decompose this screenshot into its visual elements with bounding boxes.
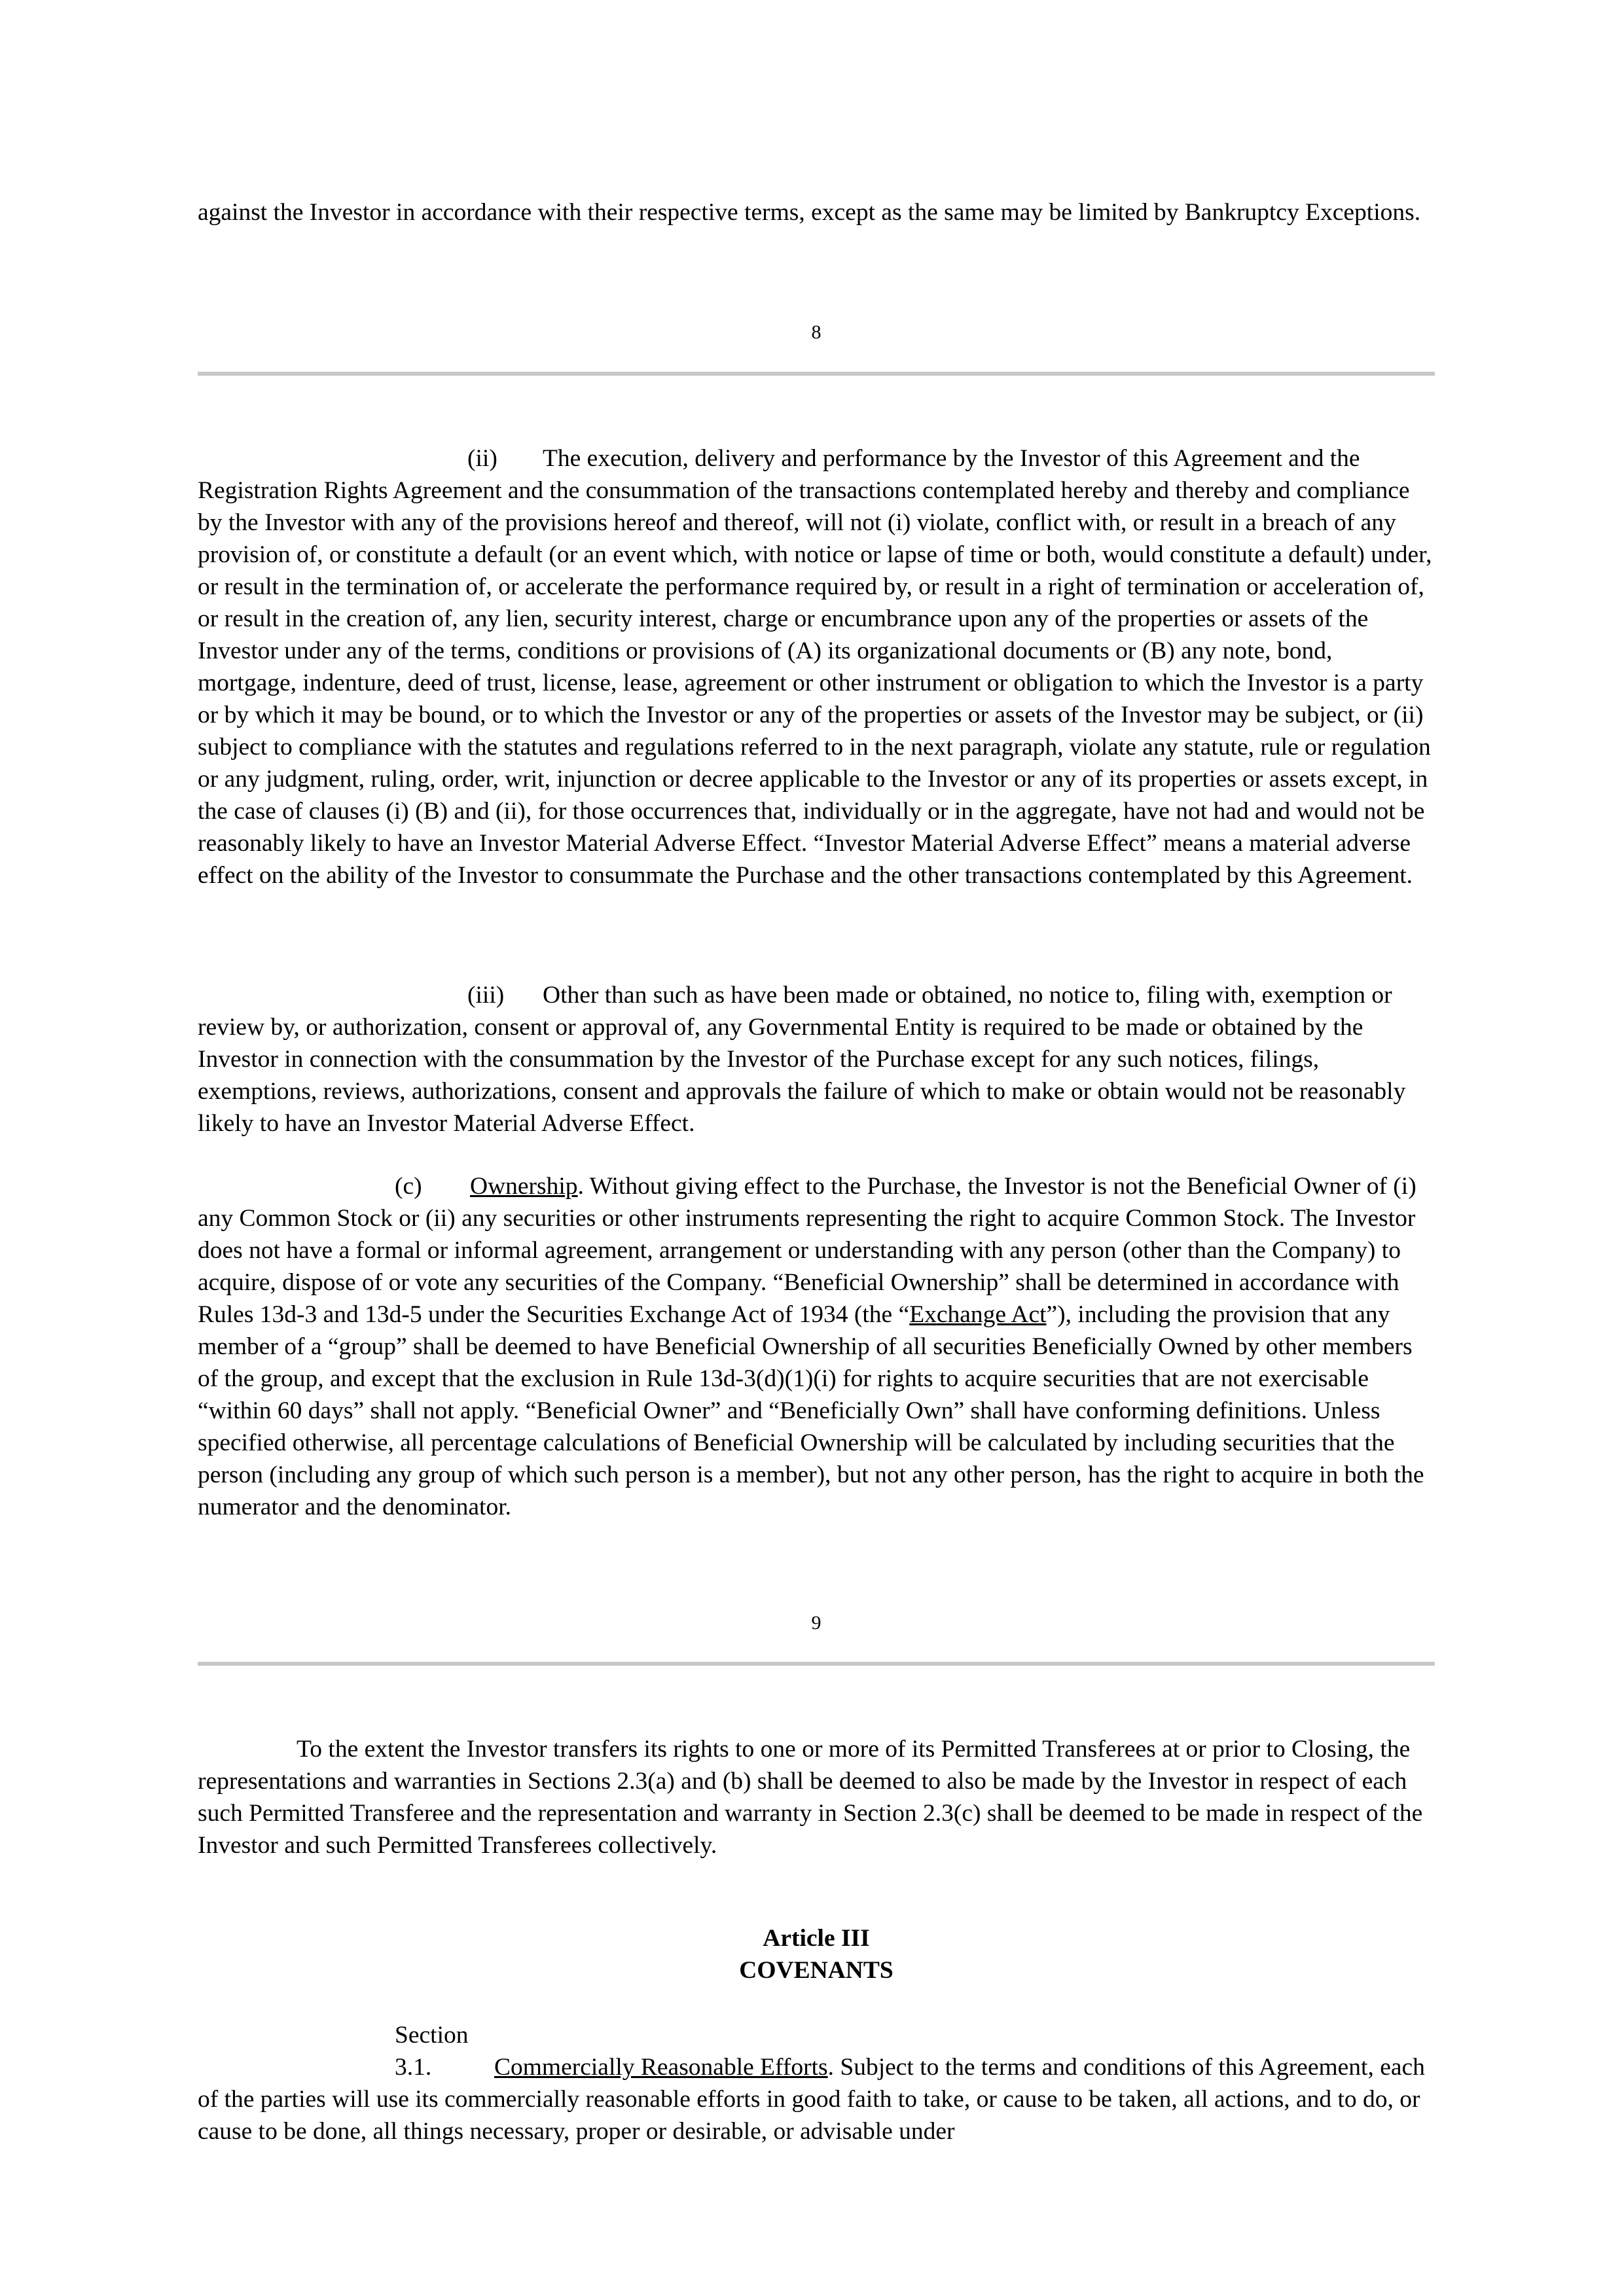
clause-ii (198, 442, 1435, 891)
page-divider (198, 372, 1435, 376)
section-heading: Commercially Reasonable Efforts (494, 2054, 828, 2081)
page-number: 9 (811, 1612, 821, 1634)
page-number: 8 (811, 321, 821, 343)
section-3-1 (198, 2019, 1435, 2147)
paragraph-continued: against the Investor in accordance with their respective terms, except as the same may be limited by Bankruptcy Exceptions. (198, 199, 1421, 226)
article-subtitle: COVENANTS (739, 1957, 893, 1984)
section-label: Section 3.1. (395, 2022, 469, 2081)
clause-label: (iii) (467, 982, 505, 1009)
permitted-transferees-paragraph (198, 1733, 1435, 1861)
clause-label: (c) (395, 1173, 422, 1200)
clause-text: Other than such as have been made or obtained, no notice to, filing with, exemption or review by, or authorization, consent or approval of, any Governmental Entity is required to be made or obtained by the Investor in connection with the consummation by the Investor of the Purchase except for any such notices, filings, exemptions, reviews, authorizations, consent and approvals the failure of which to make or obtain would not be reasonably likely to have an Investor Material Adverse Effect. (198, 982, 1406, 1137)
clause-label: (ii) (467, 445, 497, 472)
clause-c-ownership (198, 1170, 1435, 1523)
clause-heading: Ownership (470, 1173, 578, 1200)
page-divider (198, 1662, 1435, 1666)
article-title: Article III (763, 1925, 870, 1952)
clause-text: . Without giving effect to the Purchase, the Investor is not the Beneficial Owner of (i) any Common Stock or (ii) any securities or other instruments representing the right to acquire Common Stock. The Investor does not have a formal or informal agreement, arrangement or understanding with any person (other than the Company) to acquire, dispose of or vote any securities of the Company. “Beneficial Ownership” shall be determined in accordance with Rules 13d-3 and 13d-5 under the Securities Exchange Act of 1934 (the “ (198, 1173, 1416, 1328)
paragraph-text: To the extent the Investor transfers its rights to one or more of its Permitted Transferees at or prior to Closing, the representations and warranties in Sections 2.3(a) and (b) shall be deemed to also be made by the Investor in respect of each such Permitted Transferee and the representation and warranty in Section 2.3(c) shall be deemed to be made in respect of the Investor and such Permitted Transferees collectively. (198, 1736, 1423, 1859)
clause-text: The execution, delivery and performance by the Investor of this Agreement and the Registration Rights Agreement and the consummation of the transactions contemplated hereby and thereby and compliance by the Investor with any of the provisions hereof and thereof, will not (i) violate, conflict with, or result in a breach of any provision of, or constitute a default (or an event which, with notice or lapse of time or both, would constitute a default) under, or result in the termination of, or accelerate the performance required by, or result in a right of termination or acceleration of, or result in the creation of, any lien, security interest, charge or encumbrance upon any of the properties or assets of the Investor under any of the terms, conditions or provisions of (A) its organizational documents or (B) any note, bond, mortgage, indenture, deed of trust, license, lease, agreement or other instrument or obligation to which the Investor is a party or by which it may be bound, or to which the Investor or any of the properties or assets of the Investor may be subject, or (ii) subject to compliance with the statutes and regulations referred to in the next paragraph, violate any statute, rule or regulation or any judgment, ruling, order, writ, injunction or decree applicable to the Investor or any of its properties or assets except, in the case of clauses (i) (B) and (ii), for those occurrences that, individually or in the aggregate, have not had and would not be reasonably likely to have an Investor Material Adverse Effect. “Investor Material Adverse Effect” means a material adverse effect on the ability of the Investor to consummate the Purchase and the other transactions contemplated by this Agreement. (198, 445, 1432, 889)
clause-iii (198, 979, 1435, 1139)
section-text: . Subject to the terms and conditions of this Agreement, each of the parties will use its commercially reasonable efforts in good faith to take, or cause to be taken, all actions, and to do, or cause to be done, all things necessary, proper or desirable, or advisable under (198, 2054, 1425, 2145)
defined-term: Exchange Act (909, 1301, 1047, 1328)
clause-text-cont: ”), including the provision that any member of a “group” shall be deemed to have Beneficial Ownership of all securities Beneficially Owned by other members of the group, and except that the exclusion in Rule 13d-3(d)(1)(i) for rights to acquire securities that are not exercisable “within 60 days” shall not apply. “Beneficial Owner” and “Beneficially Own” shall have conforming definitions. Unless specified otherwise, all percentage calculations of Beneficial Ownership will be calculated by including securities that the person (including any group of which such person is a member), but not any other person, has the right to acquire in both the numerator and the denominator. (198, 1301, 1424, 1520)
